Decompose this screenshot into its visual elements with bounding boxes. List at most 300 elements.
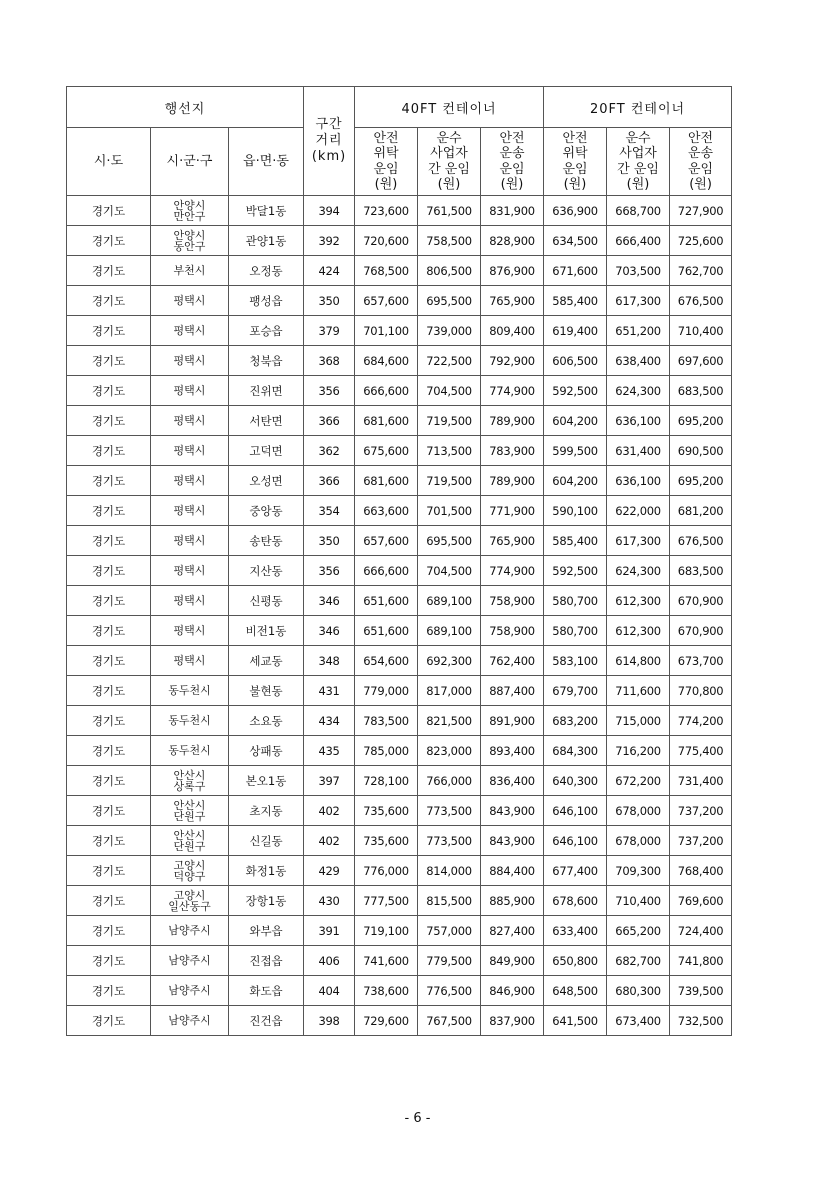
rate-cell: 843,900 (481, 826, 544, 856)
sido-cell: 경기도 (67, 676, 151, 706)
rate-cell: 585,400 (544, 286, 607, 316)
eupmyeondong-cell: 중앙동 (229, 496, 304, 526)
sigungu-cell (151, 286, 229, 316)
sigungu-line: 부천시 (173, 264, 206, 277)
rate-cell: 606,500 (544, 346, 607, 376)
rate-cell: 843,900 (481, 796, 544, 826)
rate-cell: 673,400 (607, 1006, 670, 1036)
page-number: - 6 - (404, 1111, 431, 1126)
rate-cell: 771,900 (481, 496, 544, 526)
distance-cell: 356 (304, 376, 355, 406)
rate-cell: 735,600 (355, 826, 418, 856)
rate-cell: 774,900 (481, 556, 544, 586)
rate-cell: 636,100 (607, 466, 670, 496)
rate-cell: 741,800 (670, 946, 732, 976)
eupmyeondong-cell: 초지동 (229, 796, 304, 826)
sigungu-line: 안산시 (173, 828, 206, 842)
sigungu-cell (151, 316, 229, 346)
header-rate-line: 운임 (373, 161, 399, 177)
header-rate-line: 운임 (687, 161, 714, 177)
rate-cell: 884,400 (481, 856, 544, 886)
sigungu-cell (151, 676, 229, 706)
rate-cell: 806,500 (418, 256, 481, 286)
header-rate-line: 운송 (499, 146, 525, 161)
sigungu-line: 동두천시 (168, 714, 211, 727)
eupmyeondong-cell: 관양1동 (229, 226, 304, 256)
sigungu-cell (151, 496, 229, 526)
header-rate-line: 사업자 (619, 146, 657, 161)
rate-cell: 815,500 (418, 886, 481, 916)
rate-cell: 768,400 (670, 856, 732, 886)
sigungu-cell (151, 766, 229, 796)
table-row (67, 856, 732, 886)
rate-cell: 695,200 (670, 406, 732, 436)
sigungu-line: 남양주시 (168, 954, 211, 967)
table-row (67, 616, 732, 646)
rate-cell: 646,100 (544, 826, 607, 856)
eupmyeondong-cell: 소요동 (229, 706, 304, 736)
distance-cell: 392 (304, 226, 355, 256)
rate-cell: 836,400 (481, 766, 544, 796)
rate-cell: 846,900 (481, 976, 544, 1006)
rate-cell: 715,000 (607, 706, 670, 736)
rate-cell: 678,000 (607, 796, 670, 826)
rate-cell: 654,600 (355, 646, 418, 676)
rate-cell: 710,400 (607, 886, 670, 916)
rate-cell: 636,900 (544, 196, 607, 226)
sigungu-cell (151, 1006, 229, 1036)
rate-cell: 651,600 (355, 586, 418, 616)
table-row (67, 376, 732, 406)
header-rate-line: 운임 (562, 161, 588, 177)
rate-cell: 792,900 (481, 346, 544, 376)
table-row (67, 736, 732, 766)
rate-cell: 640,300 (544, 766, 607, 796)
sido-cell: 경기도 (67, 1006, 151, 1036)
sigungu-cell (151, 196, 229, 226)
sigungu-line: 단원구 (173, 839, 206, 853)
sigungu-line: 남양주시 (168, 924, 211, 937)
header-rate-line: 운수 (436, 130, 462, 146)
rate-cell: 631,400 (607, 436, 670, 466)
rate-cell: 612,300 (607, 616, 670, 646)
distance-cell: 362 (304, 436, 355, 466)
sigungu-line: 평택시 (173, 594, 206, 607)
sido-cell: 경기도 (67, 406, 151, 436)
rate-cell: 722,500 (418, 346, 481, 376)
rate-cell: 634,500 (544, 226, 607, 256)
rate-cell: 765,900 (481, 526, 544, 556)
sido-cell: 경기도 (67, 736, 151, 766)
table-row (67, 526, 732, 556)
rate-cell: 823,000 (418, 736, 481, 766)
sido-cell: 경기도 (67, 826, 151, 856)
rate-cell: 617,300 (607, 526, 670, 556)
eupmyeondong-cell: 박달1동 (229, 196, 304, 226)
sigungu-line: 평택시 (173, 414, 206, 427)
sido-cell: 경기도 (67, 286, 151, 316)
rate-cell: 741,600 (355, 946, 418, 976)
table-row (67, 826, 732, 856)
rate-cell: 646,100 (544, 796, 607, 826)
rate-cell: 731,400 (670, 766, 732, 796)
header-distance (304, 87, 355, 196)
rate-cell: 678,600 (544, 886, 607, 916)
sigungu-cell (151, 946, 229, 976)
sido-cell: 경기도 (67, 316, 151, 346)
sido-cell: 경기도 (67, 466, 151, 496)
sido-cell: 경기도 (67, 256, 151, 286)
rate-cell: 681,200 (670, 496, 732, 526)
table-row (67, 796, 732, 826)
distance-cell: 434 (304, 706, 355, 736)
distance-cell: 397 (304, 766, 355, 796)
sido-cell: 경기도 (67, 556, 151, 586)
distance-cell: 394 (304, 196, 355, 226)
rate-cell: 604,200 (544, 406, 607, 436)
rate-cell: 757,000 (418, 916, 481, 946)
rate-cell: 704,500 (418, 556, 481, 586)
distance-cell: 346 (304, 616, 355, 646)
rate-cell: 592,500 (544, 376, 607, 406)
table-row (67, 676, 732, 706)
sido-cell: 경기도 (67, 796, 151, 826)
rate-cell: 670,900 (670, 586, 732, 616)
rate-cell: 773,500 (418, 826, 481, 856)
header-rate-line: (원) (500, 177, 524, 192)
sido-cell: 경기도 (67, 436, 151, 466)
rate-cell: 727,900 (670, 196, 732, 226)
rate-cell: 599,500 (544, 436, 607, 466)
sigungu-line: 평택시 (173, 354, 206, 367)
eupmyeondong-cell: 세교동 (229, 646, 304, 676)
eupmyeondong-cell: 포승읍 (229, 316, 304, 346)
sigungu-cell (151, 466, 229, 496)
rate-cell: 701,100 (355, 316, 418, 346)
rate-cell: 723,600 (355, 196, 418, 226)
sido-cell: 경기도 (67, 856, 151, 886)
sigungu-line: 평택시 (173, 444, 206, 457)
sigungu-line: 평택시 (173, 504, 206, 517)
distance-cell: 424 (304, 256, 355, 286)
rate-cell: 785,000 (355, 736, 418, 766)
rate-cell: 657,600 (355, 286, 418, 316)
header-rate-line: 안전 (562, 130, 588, 146)
eupmyeondong-cell: 화도읍 (229, 976, 304, 1006)
header-rate-line: 안전 (499, 130, 525, 146)
eupmyeondong-cell: 신길동 (229, 826, 304, 856)
rate-cell: 684,300 (544, 736, 607, 766)
distance-cell: 429 (304, 856, 355, 886)
table-row (67, 1006, 732, 1036)
rate-cell: 767,500 (418, 1006, 481, 1036)
sido-cell: 경기도 (67, 886, 151, 916)
rate-cell: 779,000 (355, 676, 418, 706)
rate-cell: 651,200 (607, 316, 670, 346)
rate-cell: 720,600 (355, 226, 418, 256)
rate-cell: 728,100 (355, 766, 418, 796)
rate-cell: 614,800 (607, 646, 670, 676)
header-rate-line: 운송 (687, 146, 714, 161)
distance-cell: 391 (304, 916, 355, 946)
rate-cell: 765,900 (481, 286, 544, 316)
table-row (67, 766, 732, 796)
rate-cell: 762,700 (670, 256, 732, 286)
header-rate-line: 간 운임 (428, 161, 470, 177)
sido-cell: 경기도 (67, 766, 151, 796)
table-row (67, 196, 732, 226)
rate-cell: 891,900 (481, 706, 544, 736)
eupmyeondong-cell: 고덕면 (229, 436, 304, 466)
eupmyeondong-cell: 진위면 (229, 376, 304, 406)
rate-cell: 849,900 (481, 946, 544, 976)
rate-cell: 651,600 (355, 616, 418, 646)
header-distance-line: 거리 (315, 133, 343, 148)
rate-cell: 729,600 (355, 1006, 418, 1036)
eupmyeondong-cell: 비전1동 (229, 616, 304, 646)
rate-cell: 695,200 (670, 466, 732, 496)
distance-cell: 346 (304, 586, 355, 616)
rate-cell: 814,000 (418, 856, 481, 886)
table-row (67, 976, 732, 1006)
rate-cell: 725,600 (670, 226, 732, 256)
header-20ft-safety-transport-rate (670, 128, 732, 196)
rate-cell: 692,300 (418, 646, 481, 676)
sido-cell: 경기도 (67, 226, 151, 256)
rate-cell: 716,200 (607, 736, 670, 766)
rate-cell: 666,600 (355, 556, 418, 586)
eupmyeondong-cell: 오성면 (229, 466, 304, 496)
sigungu-line: 평택시 (173, 534, 206, 547)
rate-cell: 737,200 (670, 826, 732, 856)
sigungu-line: 평택시 (173, 324, 206, 337)
table-row (67, 436, 732, 466)
rate-cell: 684,600 (355, 346, 418, 376)
rate-cell: 779,500 (418, 946, 481, 976)
sigungu-cell (151, 646, 229, 676)
table-row (67, 556, 732, 586)
rate-cell: 636,100 (607, 406, 670, 436)
sigungu-cell (151, 616, 229, 646)
rate-cell: 585,400 (544, 526, 607, 556)
sigungu-line: 만안구 (173, 209, 206, 223)
rate-cell: 683,500 (670, 376, 732, 406)
eupmyeondong-cell: 지산동 (229, 556, 304, 586)
rate-cell: 680,300 (607, 976, 670, 1006)
sigungu-line: 일산동구 (168, 899, 211, 913)
header-distance-line: (km) (311, 149, 347, 164)
rate-cell: 677,400 (544, 856, 607, 886)
sigungu-line: 평택시 (173, 654, 206, 667)
rate-cell: 657,600 (355, 526, 418, 556)
rate-cell: 683,200 (544, 706, 607, 736)
distance-cell: 435 (304, 736, 355, 766)
rate-cell: 665,200 (607, 916, 670, 946)
rate-cell: 789,900 (481, 466, 544, 496)
rate-cell: 590,100 (544, 496, 607, 526)
rate-cell: 719,500 (418, 466, 481, 496)
rate-cell: 758,500 (418, 226, 481, 256)
rate-cell: 758,900 (481, 616, 544, 646)
sigungu-line: 동두천시 (168, 684, 211, 697)
sido-cell: 경기도 (67, 946, 151, 976)
header-rate-line: 운수 (625, 130, 651, 146)
rate-cell: 773,500 (418, 796, 481, 826)
rate-cell: 676,500 (670, 526, 732, 556)
sigungu-line: 상록구 (173, 779, 206, 793)
rate-cell: 648,500 (544, 976, 607, 1006)
sigungu-cell (151, 586, 229, 616)
sigungu-line: 평택시 (173, 564, 206, 577)
table-row (67, 256, 732, 286)
rate-cell: 713,500 (418, 436, 481, 466)
eupmyeondong-cell: 불현동 (229, 676, 304, 706)
sigungu-cell (151, 406, 229, 436)
table-row (67, 706, 732, 736)
rate-cell: 776,000 (355, 856, 418, 886)
rate-cell: 689,100 (418, 616, 481, 646)
rate-cell: 827,400 (481, 916, 544, 946)
rate-cell: 650,800 (544, 946, 607, 976)
eupmyeondong-cell: 서탄면 (229, 406, 304, 436)
rate-cell: 703,500 (607, 256, 670, 286)
rate-cell: 837,900 (481, 1006, 544, 1036)
rate-cell: 704,500 (418, 376, 481, 406)
eupmyeondong-cell: 진건읍 (229, 1006, 304, 1036)
rate-cell: 670,900 (670, 616, 732, 646)
rate-cell: 774,200 (670, 706, 732, 736)
rate-cell: 671,600 (544, 256, 607, 286)
eupmyeondong-cell: 상패동 (229, 736, 304, 766)
header-rate-line: 사업자 (430, 146, 468, 161)
rate-cell: 583,100 (544, 646, 607, 676)
header-rate-line: (원) (563, 177, 587, 192)
table-row (67, 286, 732, 316)
sigungu-cell (151, 376, 229, 406)
sigungu-line: 고양시 (173, 858, 206, 872)
rate-cell: 737,200 (670, 796, 732, 826)
sido-cell: 경기도 (67, 616, 151, 646)
rate-cell: 697,600 (670, 346, 732, 376)
header-20ft-carrier-rate (607, 128, 670, 196)
sido-cell: 경기도 (67, 346, 151, 376)
sigungu-cell (151, 226, 229, 256)
rate-cell: 758,900 (481, 586, 544, 616)
table-row (67, 346, 732, 376)
rate-cell: 622,000 (607, 496, 670, 526)
rate-cell: 887,400 (481, 676, 544, 706)
rate-cell: 735,600 (355, 796, 418, 826)
header-40ft-safety-transport-rate (481, 128, 544, 196)
rate-cell: 675,600 (355, 436, 418, 466)
sigungu-cell (151, 526, 229, 556)
sigungu-cell (151, 826, 229, 856)
rate-cell: 580,700 (544, 586, 607, 616)
rate-cell: 739,500 (670, 976, 732, 1006)
rate-cell: 619,400 (544, 316, 607, 346)
rate-cell: 762,400 (481, 646, 544, 676)
rate-cell: 701,500 (418, 496, 481, 526)
header-eupmyeondong: 읍·면·동 (229, 128, 304, 196)
sigungu-line: 남양주시 (168, 1014, 211, 1027)
rate-cell: 783,900 (481, 436, 544, 466)
rate-cell: 809,400 (481, 316, 544, 346)
header-rate-line: 안전 (687, 130, 714, 146)
table-row (67, 946, 732, 976)
rate-cell: 690,500 (670, 436, 732, 466)
sigungu-cell (151, 856, 229, 886)
sigungu-cell (151, 886, 229, 916)
sigungu-cell (151, 706, 229, 736)
distance-cell: 398 (304, 1006, 355, 1036)
sido-cell: 경기도 (67, 976, 151, 1006)
table-row (67, 316, 732, 346)
eupmyeondong-cell: 팽성읍 (229, 286, 304, 316)
rate-cell: 775,400 (670, 736, 732, 766)
sigungu-cell (151, 796, 229, 826)
rate-cell: 638,400 (607, 346, 670, 376)
header-40ft-container: 40FT 컨테이너 (355, 87, 544, 128)
distance-cell: 350 (304, 286, 355, 316)
sigungu-line: 평택시 (173, 474, 206, 487)
rate-cell: 673,700 (670, 646, 732, 676)
sigungu-line: 고양시 (173, 888, 206, 902)
distance-cell: 348 (304, 646, 355, 676)
rate-cell: 766,000 (418, 766, 481, 796)
sido-cell: 경기도 (67, 586, 151, 616)
rate-cell: 676,500 (670, 286, 732, 316)
rate-cell: 776,500 (418, 976, 481, 1006)
table-row (67, 226, 732, 256)
header-sido: 시·도 (67, 128, 151, 196)
sigungu-cell (151, 736, 229, 766)
sigungu-line: 단원구 (173, 809, 206, 823)
sido-cell: 경기도 (67, 646, 151, 676)
eupmyeondong-cell: 송탄동 (229, 526, 304, 556)
header-rate-line: (원) (689, 177, 712, 192)
header-rate-line: 위탁 (562, 146, 588, 161)
distance-cell: 368 (304, 346, 355, 376)
sigungu-line: 동안구 (173, 239, 206, 253)
rate-cell: 682,700 (607, 946, 670, 976)
distance-cell: 406 (304, 946, 355, 976)
sigungu-cell (151, 916, 229, 946)
rate-cell: 709,300 (607, 856, 670, 886)
sido-cell: 경기도 (67, 376, 151, 406)
rate-cell: 678,000 (607, 826, 670, 856)
header-rate-line: (원) (437, 177, 461, 192)
table-body (67, 196, 732, 1036)
rate-cell: 876,900 (481, 256, 544, 286)
distance-cell: 366 (304, 466, 355, 496)
sigungu-cell (151, 256, 229, 286)
rate-cell: 885,900 (481, 886, 544, 916)
sigungu-line: 안산시 (173, 768, 206, 782)
rate-cell: 724,400 (670, 916, 732, 946)
rate-cell: 768,500 (355, 256, 418, 286)
rate-cell: 777,500 (355, 886, 418, 916)
header-rate-line: (원) (374, 177, 398, 192)
sido-cell: 경기도 (67, 196, 151, 226)
distance-cell: 356 (304, 556, 355, 586)
rate-cell: 831,900 (481, 196, 544, 226)
rate-cell: 672,200 (607, 766, 670, 796)
rate-cell: 663,600 (355, 496, 418, 526)
distance-cell: 354 (304, 496, 355, 526)
rate-cell: 666,400 (607, 226, 670, 256)
rate-cell: 617,300 (607, 286, 670, 316)
distance-cell: 431 (304, 676, 355, 706)
